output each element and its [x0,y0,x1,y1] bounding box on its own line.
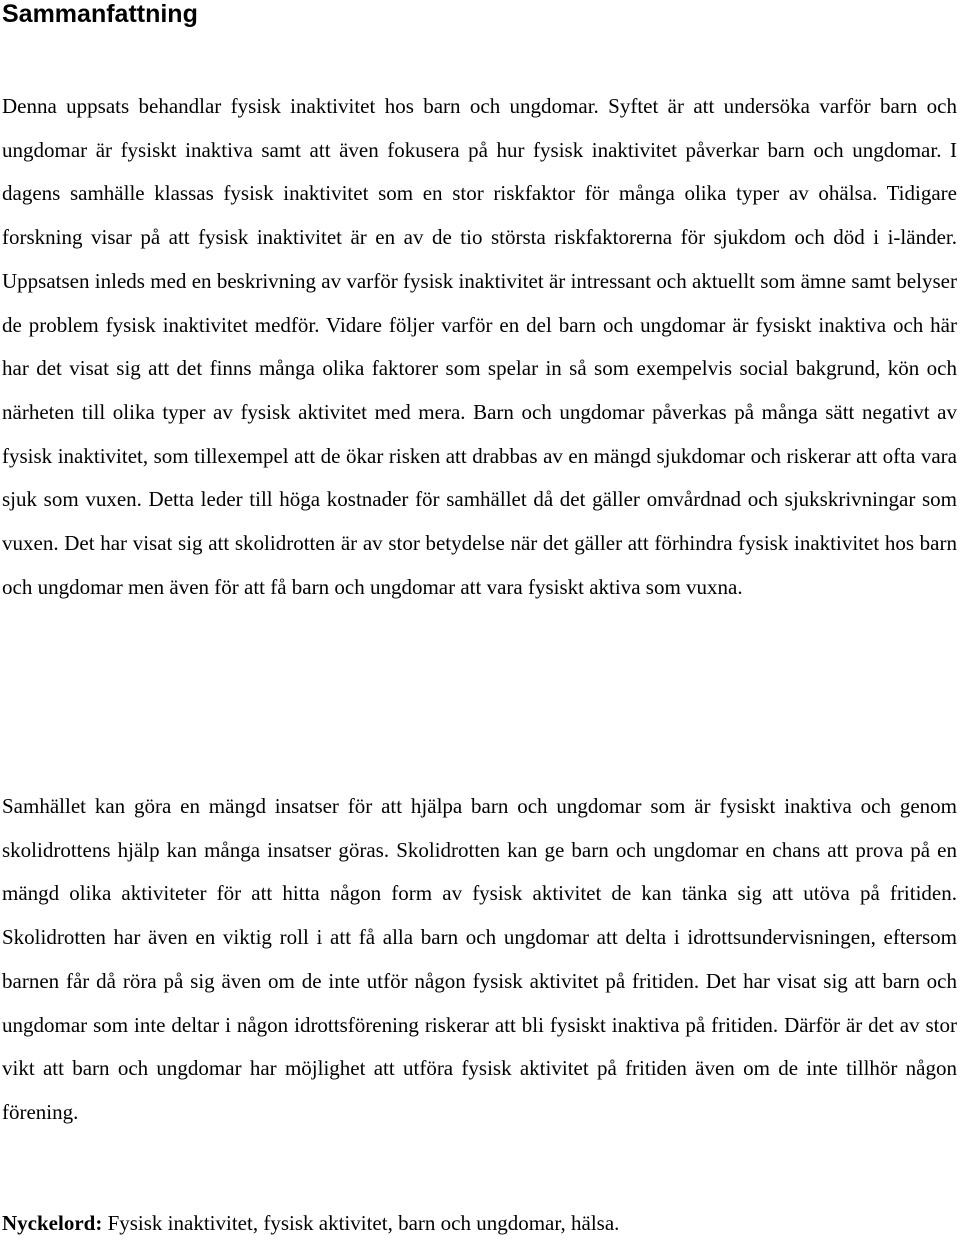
keywords-line [2,1208,619,1238]
page-title: Sammanfattning [2,0,198,28]
keywords-label: Nyckelord: [2,1211,103,1235]
abstract-paragraph-2: Samhället kan göra en mängd insatser för att hjälpa barn och ungdomar som är fysiskt inaktiva och genom skolidrottens hjälp kan många insatser göras. Skolidrotten kan ge barn och ungdomar en chans att prova på en mängd olika aktiviteter för att hitta någon form av fysisk aktivitet de kan tänka sig att utöva på fritiden. Skolidrotten har även en viktig roll i att få alla barn och ungdomar att delta i idrottsundervisningen, eftersom barnen får då röra på sig även om de inte utför någon fysisk aktivitet på fritiden. Det har visat sig att barn och ungdomar som inte deltar i någon idrottsförening riskerar att bli fysiskt inaktiva på fritiden. Därför är det av stor vikt att barn och ungdomar har möjlighet att utföra fysisk aktivitet på fritiden även om de inte tillhör någon förening. [2,794,957,1124]
keywords-text: Fysisk inaktivitet, fysisk aktivitet, barn och ungdomar, hälsa. [102,1211,620,1235]
abstract-paragraph-1: Denna uppsats behandlar fysisk inaktivitet hos barn och ungdomar. Syftet är att undersöka varför barn och ungdomar är fysiskt inaktiva samt att även fokusera på hur fysisk inaktivitet påverkar barn och ungdomar. I dagens samhälle klassas fysisk inaktivitet som en stor riskfaktor för många olika typer av ohälsa. Tidigare forskning visar på att fysisk inaktivitet är en av de tio största riskfaktorerna för sjukdom och död i i-länder. Uppsatsen inleds med en beskrivning av varför fysisk inaktivitet är intressant och aktuellt som ämne samt belyser de problem fysisk inaktivitet medför. Vidare följer varför en del barn och ungdomar är fysiskt inaktiva och här har det visat sig att det finns många olika faktorer som spelar in så som exempelvis social bakgrund, kön och närheten till olika typer av fysisk aktivitet med mera. Barn och ungdomar påverkas på många sätt negativt av fysisk inaktivitet, som tillexempel att de ökar risken att drabbas av en mängd sjukdomar och riskerar att ofta vara sjuk som vuxen. Detta leder till höga kostnader för samhället då det gäller omvårdnad och sjukskrivningar som vuxen. Det har visat sig att skolidrotten är av stor betydelse när det gäller att förhindra fysisk inaktivitet hos barn och ungdomar men även för att få barn och ungdomar att vara fysiskt aktiva som vuxna. [2,94,957,599]
